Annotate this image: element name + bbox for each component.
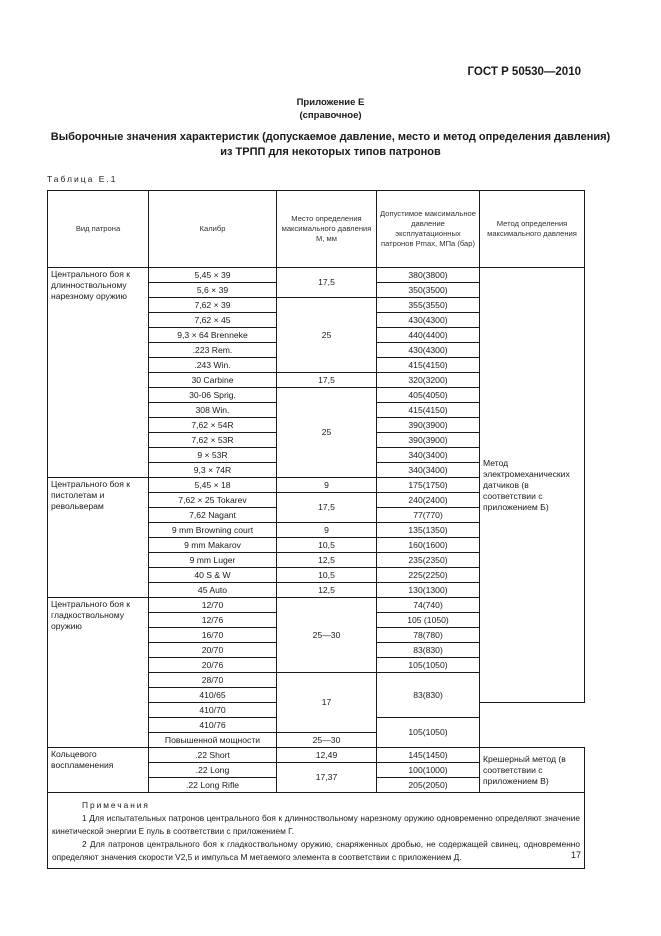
place-cell: 12,49 (277, 748, 377, 763)
notes-row (48, 793, 585, 869)
caliber-cell: Повышенной мощности (149, 733, 277, 748)
caliber-cell: 7,62 × 39 (149, 298, 277, 313)
pressure-cell: 440(4400) (377, 328, 480, 343)
pressure-cell: 340(3400) (377, 448, 480, 463)
place-cell: 10,5 (277, 568, 377, 583)
caliber-cell: 9 mm Browning court (149, 523, 277, 538)
place-cell: 9 (277, 478, 377, 493)
pressure-cell: 390(3900) (377, 433, 480, 448)
place-cell: 25—30 (277, 598, 377, 673)
cartridge-table (47, 190, 585, 869)
pressure-cell: 390(3900) (377, 418, 480, 433)
caliber-cell: 308 Win. (149, 403, 277, 418)
caliber-cell: 9 mm Luger (149, 553, 277, 568)
pressure-cell: 225(2250) (377, 568, 480, 583)
caliber-cell: 12/76 (149, 613, 277, 628)
method-cell: Метод электромеханических датчиков (в соответствии с приложением Б) (480, 268, 585, 703)
place-cell: 12,5 (277, 583, 377, 598)
section-title: Выборочные значения характеристик (допускаемое давление, место и метод определения давления) из ТРПП для некоторых типов патронов (50, 131, 611, 158)
header-pressure: Допустимое максимальное давление эксплуатационных патронов Pmax, МПа (бар) (377, 191, 480, 268)
pressure-cell: 340(3400) (377, 463, 480, 478)
pressure-cell: 78(780) (377, 628, 480, 643)
caliber-cell: .223 Rem. (149, 343, 277, 358)
pressure-cell: 175(1750) (377, 478, 480, 493)
caliber-cell: .22 Short (149, 748, 277, 763)
pressure-cell: 205(2050) (377, 778, 480, 793)
place-cell: 17,5 (277, 493, 377, 523)
place-cell: 10,5 (277, 538, 377, 553)
header-method: Метод определения максимального давления (480, 191, 585, 268)
caliber-cell: 20/70 (149, 643, 277, 658)
table-header-row (48, 191, 585, 268)
pressure-cell: 415(4150) (377, 403, 480, 418)
caliber-cell: .22 Long (149, 763, 277, 778)
pressure-cell: 235(2350) (377, 553, 480, 568)
pressure-cell: 105 (1050) (377, 613, 480, 628)
caliber-cell: 5,45 × 18 (149, 478, 277, 493)
pressure-cell: 355(3550) (377, 298, 480, 313)
caliber-cell: 7,62 × 45 (149, 313, 277, 328)
pressure-cell: 105(1050) (377, 658, 480, 673)
pressure-cell: 430(4300) (377, 313, 480, 328)
caliber-cell: 16/70 (149, 628, 277, 643)
place-cell: 25 (277, 388, 377, 478)
caliber-cell: 410/76 (149, 718, 277, 733)
appendix-subtitle: (справочное) (299, 110, 362, 121)
pressure-cell: 405(4050) (377, 388, 480, 403)
place-cell: 17,37 (277, 763, 377, 793)
caliber-cell: 9,3 × 64 Brenneke (149, 328, 277, 343)
table-row (48, 748, 585, 763)
category-cell: Центрального боя к гладкоствольному оружию (48, 598, 149, 748)
caliber-cell: 30-06 Sprig. (149, 388, 277, 403)
caliber-cell: 410/70 (149, 703, 277, 718)
pressure-cell: 100(1000) (377, 763, 480, 778)
caliber-cell: 7,62 × 25 Tokarev (149, 493, 277, 508)
place-cell: 25 (277, 298, 377, 373)
pressure-cell: 145(1450) (377, 748, 480, 763)
notes-cell (48, 793, 585, 869)
pressure-cell: 160(1600) (377, 538, 480, 553)
caliber-cell: .243 Win. (149, 358, 277, 373)
header-place: Место определения максимального давления M, мм (277, 191, 377, 268)
category-cell: Центрального боя к пистолетам и револьверам (48, 478, 149, 598)
pressure-cell: 240(2400) (377, 493, 480, 508)
pressure-cell: 83(830) (377, 673, 480, 718)
caliber-cell: 45 Auto (149, 583, 277, 598)
header-type: Вид патрона (48, 191, 149, 268)
place-cell: 25—30 (277, 733, 377, 748)
note-item: 1 Для испытательных патронов центрального боя к длинноствольному нарезному оружию одновременно определяют значение кинетической энергии E пуль в соответствии с приложением Г. (52, 813, 580, 836)
pressure-cell: 350(3500) (377, 283, 480, 298)
caliber-cell: 7,62 × 53R (149, 433, 277, 448)
method-cell: Крешерный метод (в соответствии с приложением В) (480, 748, 585, 793)
doc-code: ГОСТ Р 50530—2010 (467, 66, 581, 78)
caliber-cell: .22 Long Rifle (149, 778, 277, 793)
place-cell: 17,5 (277, 268, 377, 298)
place-cell: 9 (277, 523, 377, 538)
caliber-cell: 5,6 × 39 (149, 283, 277, 298)
pressure-cell: 135(1350) (377, 523, 480, 538)
caliber-cell: 20/76 (149, 658, 277, 673)
caliber-cell: 5,45 × 39 (149, 268, 277, 283)
header-caliber: Калибр (149, 191, 277, 268)
pressure-cell: 74(740) (377, 598, 480, 613)
caliber-cell: 40 S & W (149, 568, 277, 583)
caliber-cell: 410/65 (149, 688, 277, 703)
notes-title: Примечания (82, 800, 150, 810)
caliber-cell: 12/70 (149, 598, 277, 613)
category-cell: Кольцевого воспламенения (48, 748, 149, 793)
caliber-cell: 7,62 Nagant (149, 508, 277, 523)
pressure-cell: 83(830) (377, 643, 480, 658)
place-cell: 17 (277, 673, 377, 733)
caliber-cell: 9 × 53R (149, 448, 277, 463)
caliber-cell: 9 mm Makarov (149, 538, 277, 553)
table-caption: Таблица Е.1 (47, 174, 118, 184)
pressure-cell: 380(3800) (377, 268, 480, 283)
pressure-cell: 320(3200) (377, 373, 480, 388)
pressure-cell: 105(1050) (377, 718, 480, 748)
pressure-cell: 77(770) (377, 508, 480, 523)
place-cell: 12,5 (277, 553, 377, 568)
caliber-cell: 9,3 × 74R (149, 463, 277, 478)
caliber-cell: 30 Carbine (149, 373, 277, 388)
caliber-cell: 7,62 × 54R (149, 418, 277, 433)
appendix-title: Приложение Е (296, 97, 365, 108)
place-cell: 17,5 (277, 373, 377, 388)
note-item: 2 Для патронов центрального боя к гладкоствольному оружию, снаряженных дробью, не содержащей свинец, одновременно определяют значения скорости V2,5 и импульса M метаемого элемента в соответствии с приложением Д. (52, 839, 580, 862)
page-number: 17 (570, 850, 581, 860)
table-row (48, 268, 585, 283)
pressure-cell: 415(4150) (377, 358, 480, 373)
pressure-cell: 130(1300) (377, 583, 480, 598)
category-cell: Центрального боя к длинноствольному нарезному оружию (48, 268, 149, 478)
caliber-cell: 28/70 (149, 673, 277, 688)
pressure-cell: 430(4300) (377, 343, 480, 358)
